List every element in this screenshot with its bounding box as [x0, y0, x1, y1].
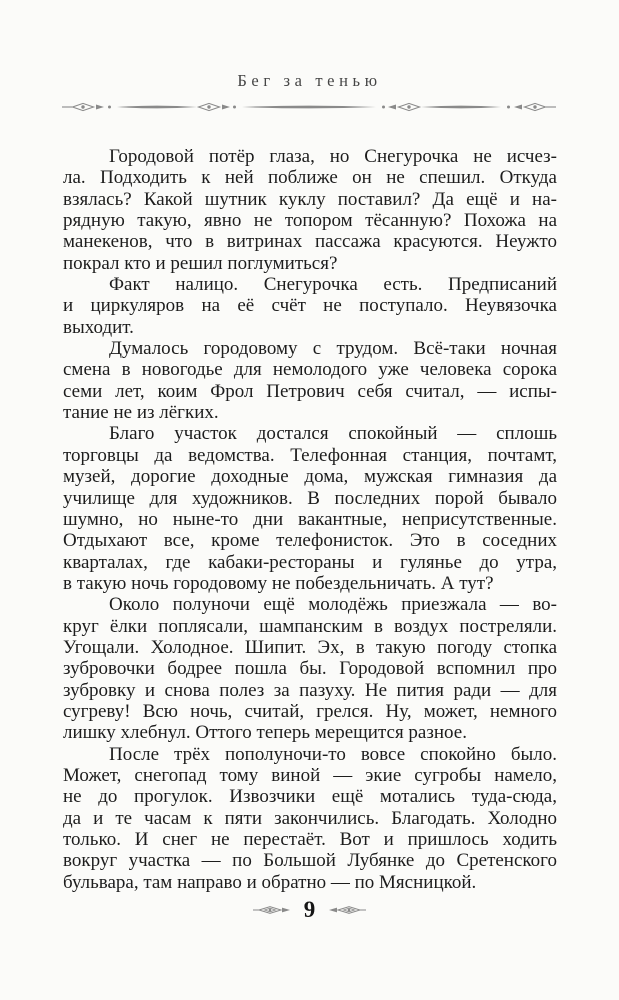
text-line: не до прогулок. Извозчики ещё мотались туда-сюда, [63, 786, 557, 808]
text-line: вокруг участка — по Большой Лубянке до Сретенского [63, 850, 557, 872]
text-line: Факт налицо. Снегурочка есть. Предписаний [109, 274, 557, 296]
text-line: Городовой потёр глаза, но Снегурочка не исчез- [109, 146, 557, 167]
text-line: После трёх пополуночи-то вовсе спокойно было. [109, 743, 557, 765]
paragraph [63, 744, 557, 893]
text-line: покрал кто и решил поглумиться? [63, 252, 338, 274]
text-line: круг ёлки поплясали, шампанским в воздух постреляли. [63, 615, 557, 637]
paragraph [63, 338, 557, 423]
paragraph [63, 146, 557, 274]
footer-ornament-left-icon [253, 904, 291, 916]
text-line: училище для художников. В последних порой бывало [63, 487, 557, 509]
text-line: выходит. [63, 316, 134, 338]
text-line: ла. Подходить к ней поближе он не спешил. Откуда [63, 167, 557, 189]
text-line: кварталах, где кабаки-рестораны и гулянье до утра, [63, 551, 557, 573]
header-ornament-rule [62, 101, 556, 113]
paragraph [63, 274, 557, 338]
text-line: бульвара, там направо и обратно — по Мясницкой. [63, 871, 477, 893]
text-line: тание не из лёгких. [63, 402, 219, 424]
text-line: Думалось городовому с трудом. Всё-таки ночная [109, 338, 557, 360]
text-line: да и те часам к пяти закончились. Благодать. Холодно [63, 807, 557, 829]
text-line: Благо участок достался спокойный — сплошь [109, 423, 557, 445]
text-line: Отдыхают все, кроме телефонисток. Это в соседних [63, 530, 557, 552]
text-line: зубровку и снова полез за пазуху. Не пития ради — для [63, 679, 557, 701]
text-line: в такую ночь городовому не побездельничать. А тут? [63, 572, 494, 594]
text-line: шумно, но ныне-то дни вакантные, неприсутственные. [63, 508, 557, 530]
text-line: торговцы да ведомства. Телефонная станция, почтамт, [63, 444, 557, 466]
page-number: 9 [303, 897, 316, 922]
text-line: взялась? Какой шутник куклу поставил? Да ещё и на- [63, 188, 557, 210]
footer-ornament-right-icon [328, 904, 366, 916]
text-line: рядную такую, явно не топором тёсанную? Похожа на [63, 210, 557, 232]
paragraph [63, 594, 557, 743]
paragraph [63, 423, 557, 594]
text-block [63, 146, 557, 893]
page-footer [0, 898, 619, 921]
text-line: сугреву! Всю ночь, считай, грелся. Ну, может, немного [63, 700, 557, 722]
text-line: лишку хлебнул. Оттого теперь мерещится разное. [63, 722, 467, 744]
text-line: смена в новогодье для немолодого уже человека сорока [63, 359, 557, 381]
text-line: музей, дорогие доходные дома, мужская гимназия да [63, 466, 557, 488]
text-line: и циркуляров на её счёт не поступало. Неувязочка [63, 295, 557, 317]
text-line: семи лет, коим Фрол Петрович себя считал, — испы- [63, 380, 557, 402]
text-line: Угощали. Холодное. Шипит. Эх, в такую погоду стопка [63, 636, 557, 658]
running-head-title: Бег за тенью [237, 71, 382, 90]
text-line: зубровочки бодрее пошла бы. Городовой вспомнил про [63, 658, 557, 680]
text-line: манекенов, что в витринах пассажа красуются. Неужто [63, 231, 557, 253]
text-line: Около полуночи ещё молодёжь приезжала — во- [109, 594, 557, 616]
text-line: Может, снегопад тому виной — экие сугробы намело, [63, 764, 557, 786]
text-line: только. И снег не перестаёт. Вот и пришлось ходить [63, 829, 557, 850]
